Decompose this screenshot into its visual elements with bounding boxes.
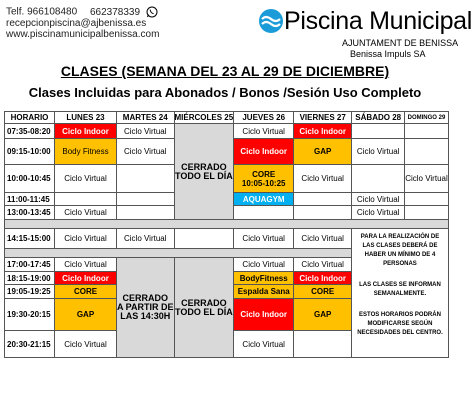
pool-logo-icon [258,8,284,34]
class-cell: BodyFitness [234,272,294,285]
class-cell: GAP [294,299,352,331]
closed-wednesday-afternoon [174,258,234,358]
class-cell: Ciclo Virtual [234,258,294,272]
time-slot: 19:30-20:15 [5,299,55,331]
class-cell: AQUAGYM [234,193,294,206]
class-cell: Ciclo Virtual [352,206,405,220]
separator-cell [5,220,449,229]
note-schedule-changes: ESTOS HORARIOS PODRÁN MODIFICARSE SEGÚN NECESIDADES DEL CENTRO. [357,312,443,336]
class-cell: Ciclo Virtual [55,258,117,272]
closed-tuesday-afternoon [117,258,175,358]
whatsapp-number: 662378339 [89,6,141,18]
empty-cell [234,206,294,220]
header-tuesday: MARTES 24 [117,112,175,124]
separator-cell [5,249,352,258]
table-row [5,229,449,249]
phone-number: Telf. 966108480 [6,6,78,18]
note-weekly-info: LAS CLASES SE INFORMAN SEMANALMENTE. [359,282,441,297]
empty-cell [117,165,175,193]
time-slot: 18:15-19:00 [5,272,55,285]
logo-title: Piscina Municipal [284,7,472,35]
empty-cell [405,124,449,139]
class-cell: Ciclo Virtual [234,124,294,139]
class-cell: Ciclo Virtual [55,229,117,249]
class-cell: Ciclo Virtual [55,165,117,193]
class-cell: Ciclo Indoor [55,272,117,285]
empty-cell [405,193,449,206]
closed-label: CERRADO [122,293,169,303]
header-monday: LUNES 23 [55,112,117,124]
time-slot: 19:05-19:25 [5,285,55,299]
closed-label: TODO EL DÍA [175,170,233,181]
class-cell: Ciclo Virtual [405,165,449,193]
class-cell [234,165,294,193]
empty-cell [117,193,175,206]
class-cell: Ciclo Indoor [234,299,294,331]
time-slot: 09:15-10:00 [5,139,55,165]
class-cell: Espalda Sana [234,285,294,299]
class-cell: Ciclo Indoor [234,139,294,165]
time-slot: 07:35-08:20 [5,124,55,139]
class-cell: CORE [294,285,352,299]
header-wednesday: MIÉRCOLES 25 [174,113,234,122]
class-cell: Body Fitness [55,139,117,165]
pool-logo [258,6,472,64]
header-friday: VIERNES 27 [294,112,352,124]
time-slot: 13:00-13:45 [5,206,55,220]
class-cell: Ciclo Virtual [294,229,352,249]
time-slot: 20:30-21:15 [5,331,55,358]
separator-row [5,220,449,229]
class-cell: Ciclo Virtual [234,331,294,358]
class-time: 10:05-10:25 [241,178,286,188]
closed-label: LAS 14:30H [120,311,171,321]
class-cell: Ciclo Virtual [117,229,175,249]
time-slot: 14:15-15:00 [5,229,55,249]
closed-label: CERRADO [181,161,227,172]
email-address: recepcionpiscina@ajbenissa.es [6,18,147,29]
empty-cell [352,165,405,193]
class-cell: Ciclo Virtual [117,139,175,165]
class-cell: Ciclo Indoor [294,272,352,285]
class-cell: Ciclo Virtual [234,229,294,249]
class-name: CORE [252,169,276,179]
closed-wednesday-morning [174,124,234,220]
class-schedule-table [4,111,449,358]
class-cell: Ciclo Virtual [352,139,405,165]
empty-cell [352,124,405,139]
time-slot: 11:00-11:45 [5,193,55,206]
empty-cell [294,331,352,358]
empty-cell [294,193,352,206]
class-cell: Ciclo Virtual [294,165,352,193]
class-cell: Ciclo Indoor [294,124,352,139]
time-slot: 10:00-10:45 [5,165,55,193]
notes-cell [352,229,449,358]
class-cell: CORE [55,285,117,299]
logo-subtitle-company: Benissa Impuls SA [350,49,426,59]
closed-label: A PARTIR DE [117,302,174,312]
empty-cell [117,206,175,220]
class-cell: Ciclo Indoor [55,124,117,139]
class-cell: Ciclo Virtual [294,258,352,272]
class-cell: Ciclo Virtual [117,124,175,139]
page-title: CLASES (SEMANA DEL 23 AL 29 DE DICIEMBRE) [60,63,390,79]
whatsapp-icon [146,6,158,18]
empty-cell [55,193,117,206]
class-cell: Ciclo Virtual [55,206,117,220]
class-cell: GAP [294,139,352,165]
class-cell: Ciclo Virtual [352,193,405,206]
closed-label: CERRADO [181,297,227,308]
empty-cell [294,206,352,220]
website-url: www.piscinamunicipalbenissa.com [6,29,160,40]
header-thursday: JUEVES 26 [234,112,294,124]
header-row [5,112,449,124]
logo-subtitle-council: AJUNTAMENT DE BENISSA [342,38,459,48]
time-slot: 17:00-17:45 [5,258,55,272]
class-cell: Ciclo Virtual [55,331,117,358]
contact-info [6,6,206,40]
note-minimum-people: PARA LA REALIZACIÓN DE LAS CLASES DEBERÁ DE HABER UN MÍNIMO DE 4 PERSONAS [360,234,440,267]
closed-label: TODO EL DÍA [175,306,233,317]
empty-cell [405,139,449,165]
class-cell: GAP [55,299,117,331]
table-row [5,124,449,139]
header-sunday: DOMINGO 29 [405,112,449,124]
empty-cell [405,206,449,220]
header-time: HORARIO [5,112,55,124]
header-saturday: SÁBADO 28 [352,112,405,124]
page-subtitle: Clases Incluidas para Abonados / Bonos /Sesión Uso Completo [28,85,422,100]
empty-cell [174,229,234,249]
